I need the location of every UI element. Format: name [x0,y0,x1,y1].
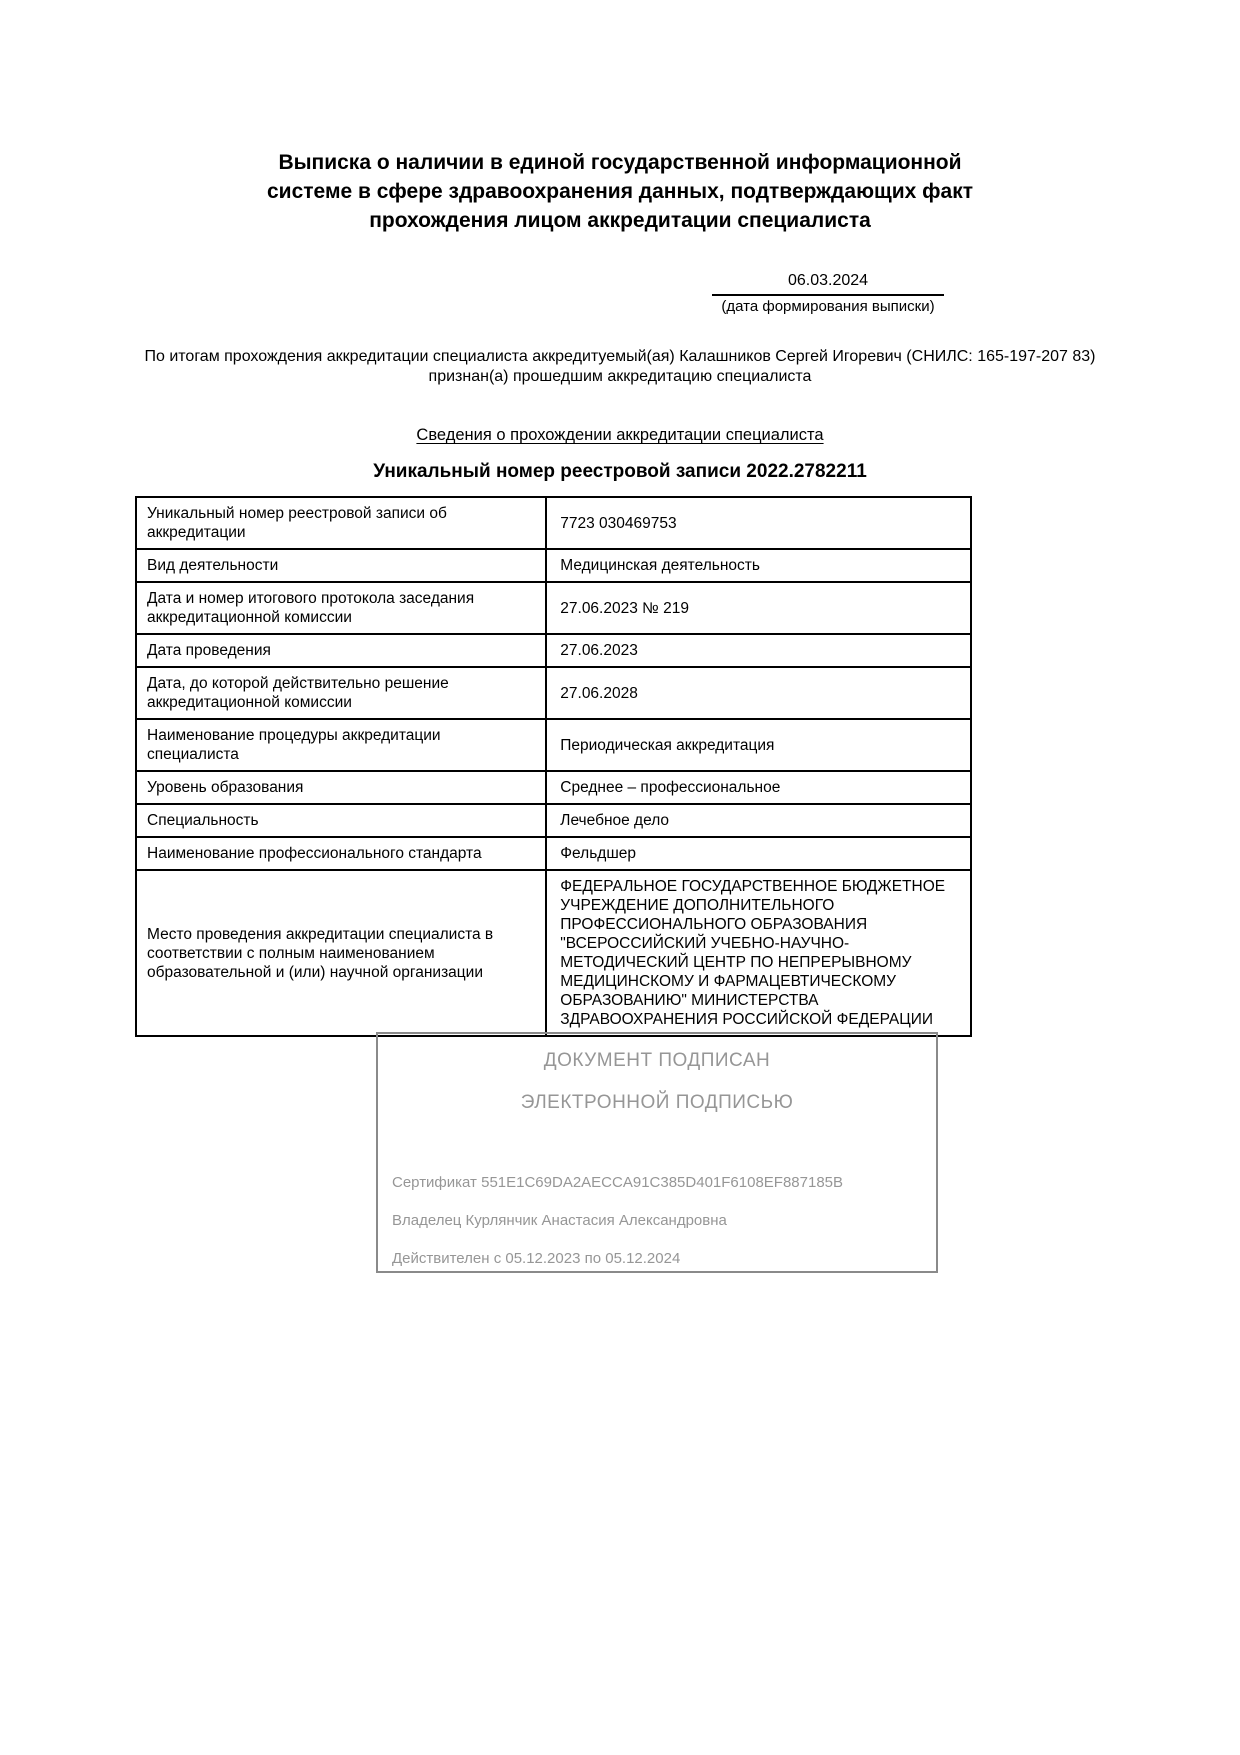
row-label-cell: Дата, до которой действительно решение аккредитационной комиссии [136,667,546,719]
row-label-cell: Наименование профессионального стандарта [136,837,546,870]
row-label-cell: Дата и номер итогового протокола заседания аккредитационной комиссии [136,582,546,634]
row-value-cell: 27.06.2023 № 219 [546,582,971,634]
table-row [136,719,971,771]
document-title-line: системе в сфере здравоохранения данных, подтверждающих факт [266,180,973,203]
table-row [136,549,971,582]
issue-date-block [712,271,944,316]
signature-status-line-1: ДОКУМЕНТ ПОДПИСАН [543,1050,771,1071]
issue-date-caption: (дата формирования выписки) [721,298,935,315]
intro-paragraph [70,347,1170,387]
accreditation-table [135,496,972,1037]
signature-owner: Владелец Курлянчик Анастасия Александровна [392,1212,727,1229]
table-row [136,870,971,1036]
row-value-cell: Периодическая аккредитация [546,719,971,771]
table-row [136,582,971,634]
document-title-line: прохождения лицом аккредитации специалиста [369,209,871,232]
table-row [136,804,971,837]
row-value-cell: Лечебное дело [546,804,971,837]
row-value-cell: Среднее – профессиональное [546,771,971,804]
table-row [136,634,971,667]
row-value-cell: 7723 030469753 [546,497,971,549]
row-value-cell: 27.06.2028 [546,667,971,719]
row-label-cell: Специальность [136,804,546,837]
row-label-cell: Уникальный номер реестровой записи об аккредитации [136,497,546,549]
table-row [136,667,971,719]
row-label-cell: Вид деятельности [136,549,546,582]
row-value-cell: ФЕДЕРАЛЬНОЕ ГОСУДАРСТВЕННОЕ БЮДЖЕТНОЕ УЧРЕЖДЕНИЕ ДОПОЛНИТЕЛЬНОГО ПРОФЕССИОНАЛЬНОГО ОБРАЗОВАНИЯ "ВСЕРОССИЙСКИЙ УЧЕБНО-НАУЧНО-МЕТОДИЧЕСКИЙ ЦЕНТР ПО НЕПРЕРЫВНОМУ МЕДИЦИНСКОМУ И ФАРМАЦЕВТИЧЕСКОМУ ОБРАЗОВАНИЮ" МИНИСТЕРСТВА ЗДРАВООХРАНЕНИЯ РОССИЙСКОЙ ФЕДЕРАЦИИ [546,870,971,1036]
document-title-line: Выписка о наличии в единой государственной информационной [278,151,962,174]
issue-date: 06.03.2024 [712,271,944,296]
row-value-cell: 27.06.2023 [546,634,971,667]
table-row [136,497,971,549]
intro-line: признан(а) прошедшим аккредитацию специалиста [428,368,812,385]
row-value-cell: Фельдшер [546,837,971,870]
document-title [0,148,1240,235]
signature-validity: Действителен с 05.12.2023 по 05.12.2024 [392,1250,681,1267]
row-label-cell: Уровень образования [136,771,546,804]
registry-number-heading: Уникальный номер реестровой записи 2022.2782211 [373,461,867,482]
row-value-cell: Медицинская деятельность [546,549,971,582]
signature-box [376,1032,938,1273]
row-label-cell: Место проведения аккредитации специалиста в соответствии с полным наименованием образовательной и (или) научной организации [136,870,546,1036]
table-row [136,837,971,870]
row-label-cell: Дата проведения [136,634,546,667]
row-label-cell: Наименование процедуры аккредитации специалиста [136,719,546,771]
signature-status-line-2: ЭЛЕКТРОННОЙ ПОДПИСЬЮ [520,1092,794,1113]
table-row [136,771,971,804]
intro-line: По итогам прохождения аккредитации специалиста аккредитуемый(ая) Калашников Сергей Игоревич (СНИЛС: 165-197-207 83) [144,348,1096,365]
signature-certificate: Сертификат 551E1C69DA2AECCA91C385D401F6108EF887185B [392,1174,844,1191]
section-heading: Сведения о прохождении аккредитации специалиста [416,426,824,444]
